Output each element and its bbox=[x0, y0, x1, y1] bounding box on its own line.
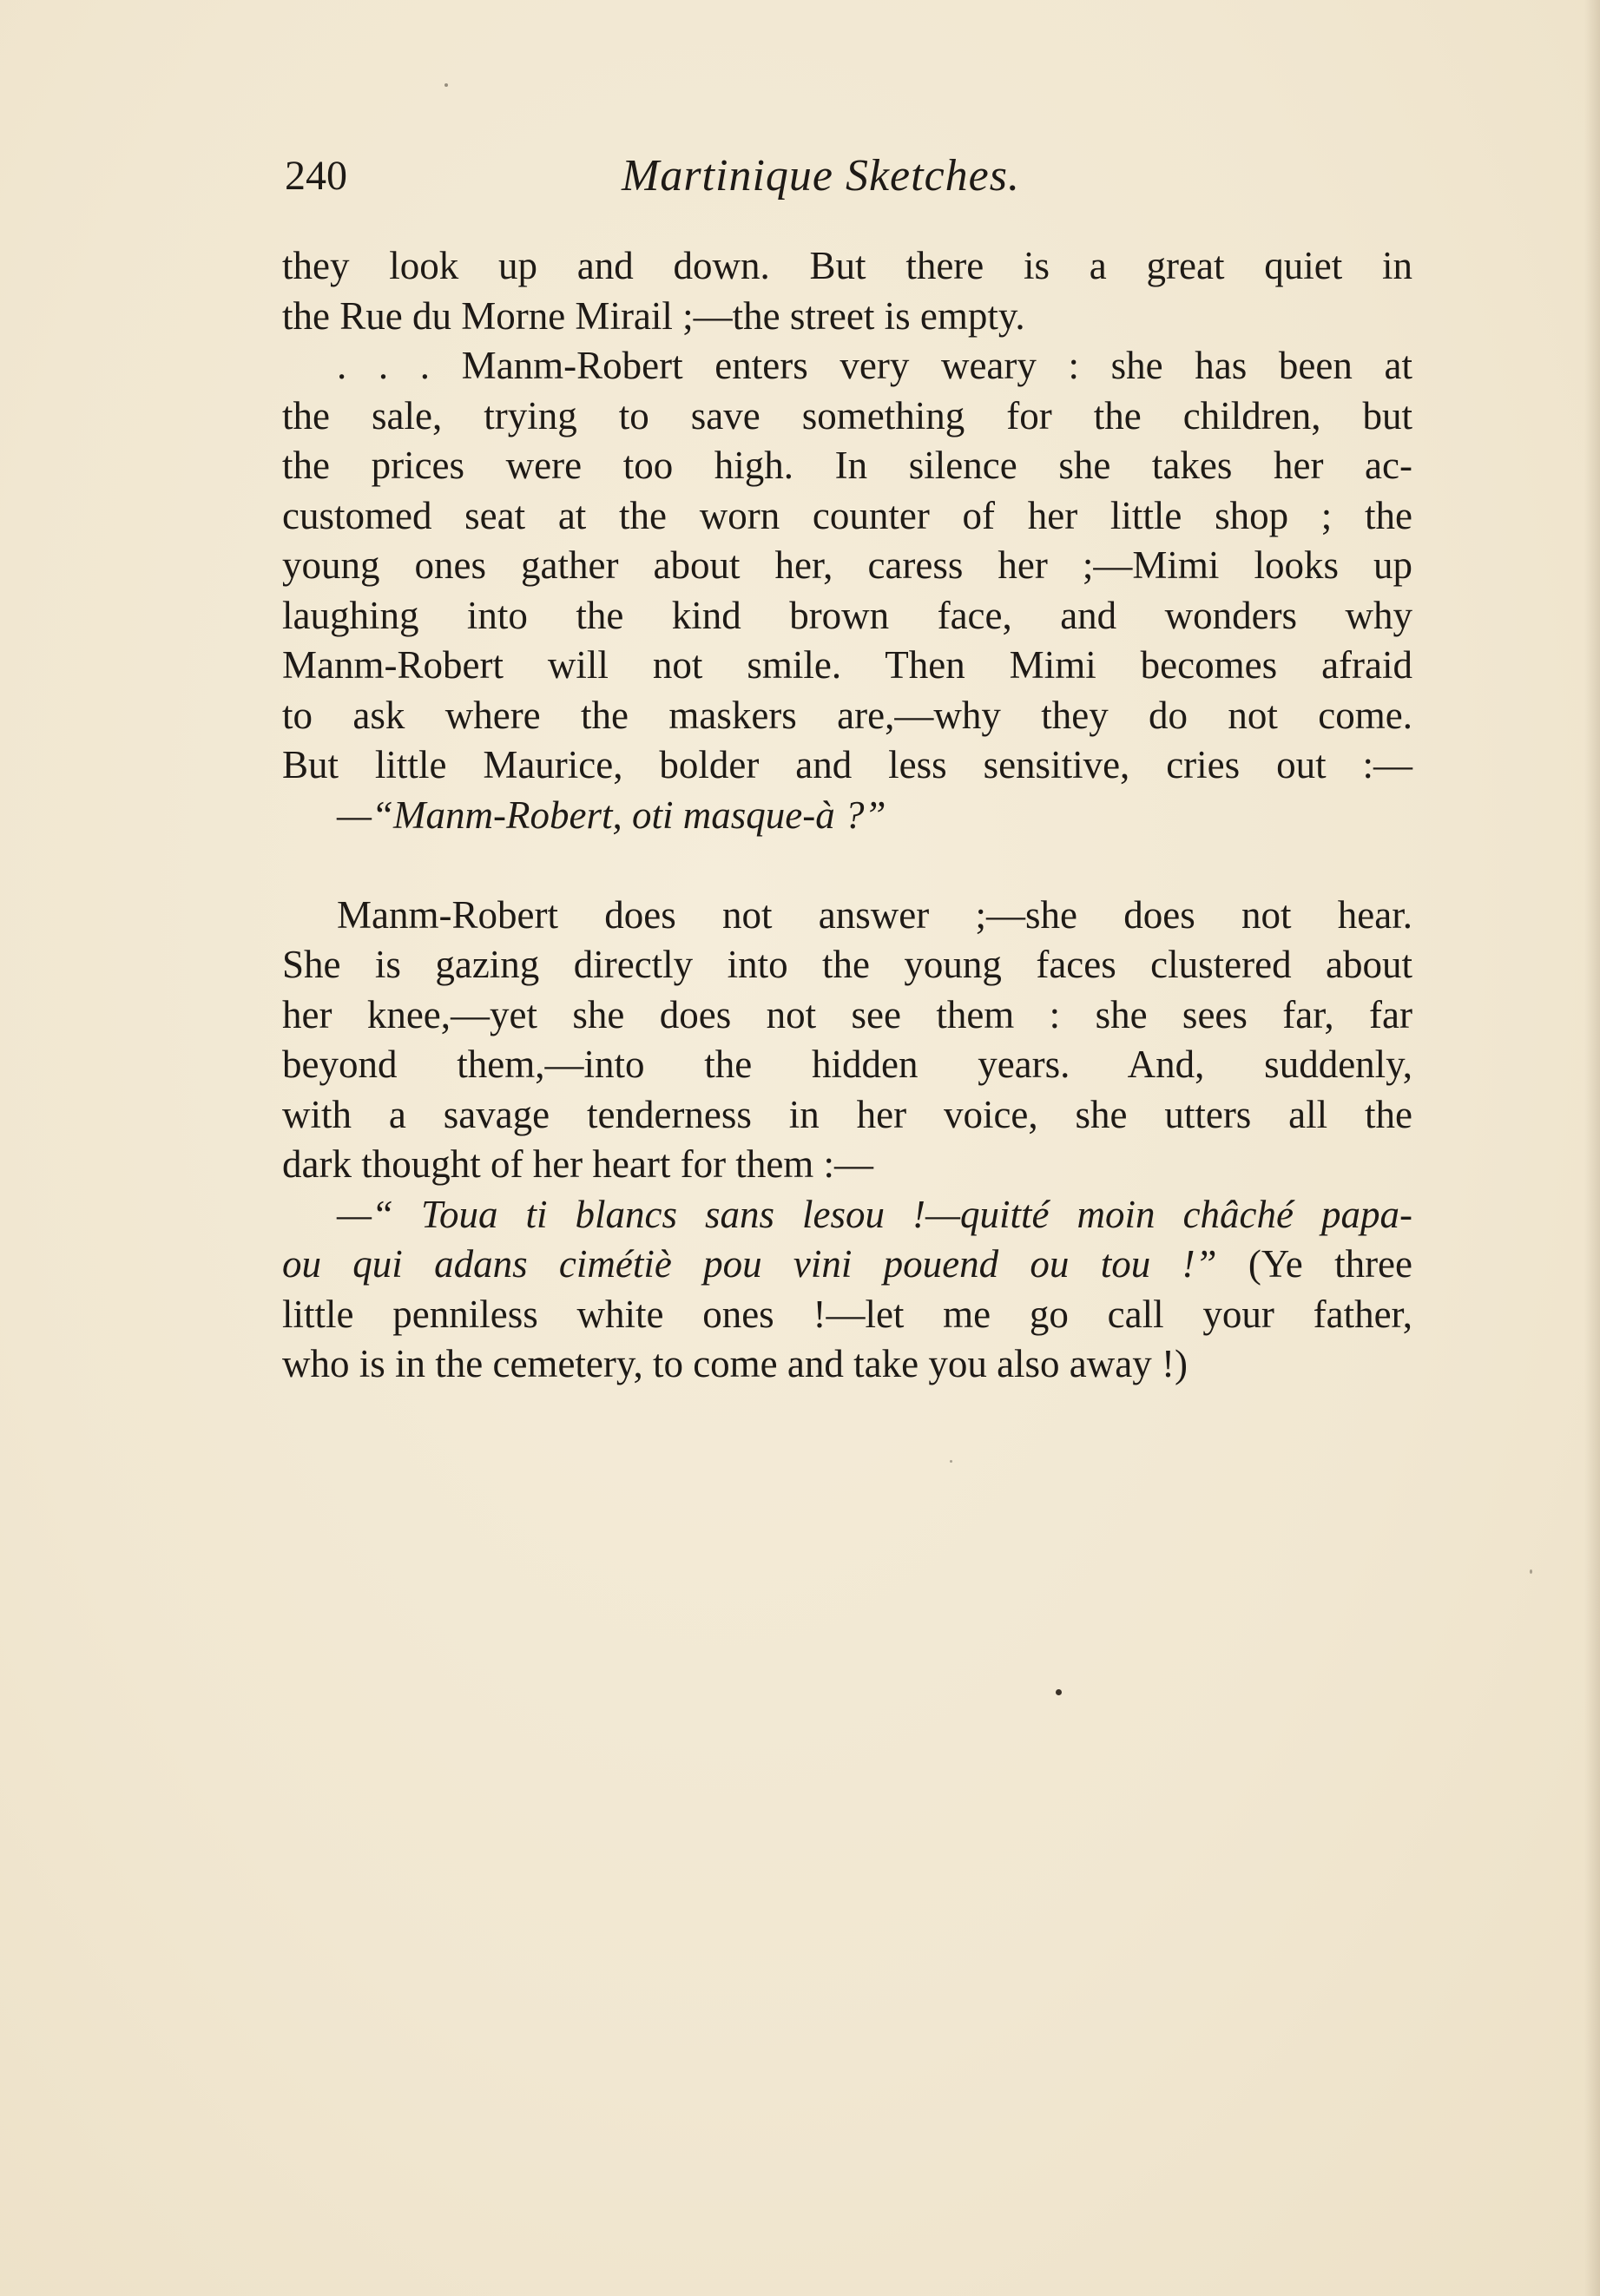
text-line: Manm-Robert does not answer ;—she does not hear. bbox=[337, 892, 1412, 937]
text-line: . . . Manm-Robert enters very weary : she has been at bbox=[337, 344, 1412, 387]
body-text bbox=[282, 241, 1412, 1390]
text-line: dark thought of her heart for them :— bbox=[282, 1142, 874, 1186]
text-line: little penniless white ones !—let me go call your father, bbox=[282, 1292, 1412, 1336]
text-line: beyond them,—into the hidden years. And, suddenly, bbox=[282, 1043, 1412, 1086]
page-edge-shadow bbox=[1584, 0, 1600, 2296]
text-line: to ask where the maskers are,—why they do not come. bbox=[282, 693, 1412, 737]
text-line: they look up and down. But there is a great quiet in bbox=[282, 244, 1412, 287]
text-line: the sale, trying to save something for the children, but bbox=[282, 393, 1412, 437]
paper-speck bbox=[444, 83, 448, 87]
text-line: the Rue du Morne Mirail ;—the street is empty. bbox=[282, 293, 1025, 338]
paper-speck bbox=[1530, 1569, 1532, 1574]
text-line: the prices were too high. In silence she takes her ac- bbox=[282, 444, 1412, 487]
text-line: customed seat at the worn counter of her little shop ; the bbox=[282, 493, 1412, 537]
creole-quote-line: —“ Toua ti blancs sans lesou !—quitté moin châché papa- bbox=[337, 1192, 1412, 1236]
text-line: Manm-Robert will not smile. Then Mimi becomes afraid bbox=[282, 643, 1412, 687]
paper-speck bbox=[1056, 1689, 1062, 1695]
page-number: 240 bbox=[285, 153, 347, 199]
text-line: But little Maurice, bolder and less sensitive, cries out :— bbox=[282, 743, 1412, 786]
creole-quote: —“Manm-Robert, oti masque-à ?” bbox=[337, 793, 886, 837]
translation-start: (Ye three bbox=[1248, 1242, 1413, 1286]
paragraph-gap bbox=[282, 840, 1412, 891]
text-line: She is gazing directly into the young faces clustered about bbox=[282, 943, 1412, 986]
running-title: Martinique Sketches. bbox=[622, 151, 1020, 201]
paper-speck bbox=[950, 1460, 952, 1463]
creole-quote-line: ou qui adans cimétiè pou vini pouend ou tou !” bbox=[282, 1242, 1217, 1286]
text-line: laughing into the kind brown face, and wonders why bbox=[282, 593, 1412, 637]
page-header bbox=[285, 146, 1413, 207]
text-line: young ones gather about her, caress her ;—Mimi looks up bbox=[282, 543, 1412, 587]
text-line: her knee,—yet she does not see them : she sees far, far bbox=[282, 992, 1412, 1036]
mixed-line bbox=[282, 1240, 1412, 1290]
text-line: who is in the cemetery, to come and take you also away !) bbox=[282, 1342, 1188, 1385]
text-line: with a savage tenderness in her voice, she utters all the bbox=[282, 1092, 1412, 1136]
